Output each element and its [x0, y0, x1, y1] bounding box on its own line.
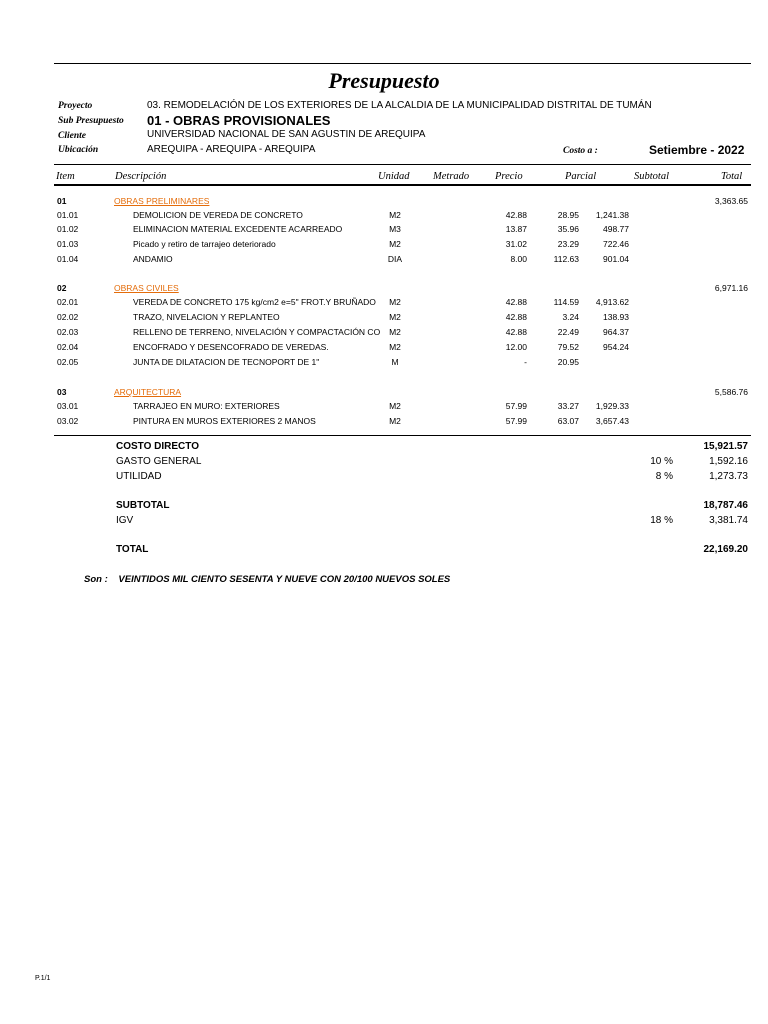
igv-row — [54, 515, 751, 529]
costo-directo-label: COSTO DIRECTO — [116, 441, 199, 452]
row-unit: M2 — [389, 401, 401, 411]
col-subtotal: Subtotal — [634, 171, 670, 182]
group-title: OBRAS CIVILES — [114, 283, 179, 293]
table-row — [54, 312, 751, 326]
subpresupuesto-value: 01 - OBRAS PROVISIONALES — [147, 113, 331, 128]
utilidad-value: 1,273.73 — [709, 471, 748, 482]
gasto-general-value: 1,592.16 — [709, 456, 748, 467]
row-description: ELIMINACION MATERIAL EXCEDENTE ACARREADO — [133, 224, 343, 234]
ubicacion-value: AREQUIPA - AREQUIPA - AREQUIPA — [147, 144, 316, 155]
col-unidad: Unidad — [378, 171, 410, 182]
row-unit: M3 — [389, 224, 401, 234]
col-precio: Precio — [495, 171, 523, 182]
row-metrado: 8.00 — [510, 254, 527, 264]
row-item: 03.01 — [57, 401, 79, 411]
costo-directo-row — [54, 441, 751, 455]
subtotal-label: SUBTOTAL — [116, 500, 170, 511]
header-top-rule — [54, 164, 751, 165]
row-parcial: 964.37 — [603, 327, 629, 337]
row-metrado: 31.02 — [505, 239, 527, 249]
costo-label: Costo a : — [563, 146, 598, 156]
row-unit: M2 — [389, 239, 401, 249]
row-unit: M2 — [389, 327, 401, 337]
row-metrado: 42.88 — [505, 297, 527, 307]
proyecto-label: Proyecto — [58, 101, 93, 111]
table-row — [54, 239, 751, 253]
row-item: 02.02 — [57, 312, 79, 322]
table-row — [54, 224, 751, 238]
row-description: PINTURA EN MUROS EXTERIORES 2 MANOS — [133, 416, 316, 426]
total-label: TOTAL — [116, 544, 149, 555]
subtotal-row — [54, 500, 751, 514]
totals-rule — [54, 435, 751, 436]
col-parcial: Parcial — [565, 171, 597, 182]
row-metrado: 42.88 — [505, 210, 527, 220]
col-descripcion: Descripción — [115, 171, 167, 182]
row-unit: M2 — [389, 210, 401, 220]
row-item: 03.02 — [57, 416, 79, 426]
row-unit: M2 — [389, 297, 401, 307]
row-parcial: 954.24 — [603, 342, 629, 352]
row-item: 02.01 — [57, 297, 79, 307]
row-description: ANDAMIO — [133, 254, 173, 264]
row-metrado: 42.88 — [505, 312, 527, 322]
row-item: 02.04 — [57, 342, 79, 352]
gasto-general-pct: 10 % — [650, 456, 673, 467]
total-value: 22,169.20 — [703, 544, 748, 555]
group-item: 02 — [57, 283, 67, 293]
row-precio: 28.95 — [557, 210, 579, 220]
table-row — [54, 401, 751, 415]
row-metrado: - — [524, 357, 527, 367]
son-text: VEINTIDOS MIL CIENTO SESENTA Y NUEVE CON 20/100 NUEVOS SOLES — [118, 574, 451, 585]
row-parcial: 3,657.43 — [595, 416, 629, 426]
header-bottom-rule — [54, 184, 751, 186]
col-metrado: Metrado — [433, 171, 470, 182]
igv-pct: 18 % — [650, 515, 673, 526]
group-total: 6,971.16 — [714, 283, 748, 293]
row-unit: M2 — [389, 342, 401, 352]
igv-value: 3,381.74 — [709, 515, 748, 526]
group-row — [54, 196, 751, 210]
row-precio: 3.24 — [562, 312, 579, 322]
group-row — [54, 387, 751, 401]
page-number: P.1/1 — [35, 975, 51, 982]
group-title: OBRAS PRELIMINARES — [114, 196, 210, 206]
col-item: Item — [56, 171, 75, 182]
group-total: 3,363.65 — [714, 196, 748, 206]
group-item: 03 — [57, 387, 67, 397]
cliente-label: Cliente — [58, 131, 86, 141]
row-description: ENCOFRADO Y DESENCOFRADO DE VEREDAS. — [133, 342, 329, 352]
row-metrado: 57.99 — [505, 401, 527, 411]
row-unit: DIA — [387, 254, 403, 264]
row-metrado: 13.87 — [505, 224, 527, 234]
row-item: 01.02 — [57, 224, 79, 234]
document-title: Presupuesto — [328, 68, 440, 93]
row-unit: M2 — [389, 312, 401, 322]
row-parcial: 1,929.33 — [595, 401, 629, 411]
row-parcial: 722.46 — [603, 239, 629, 249]
row-description: DEMOLICION DE VEREDA DE CONCRETO — [133, 210, 303, 220]
top-rule — [54, 63, 751, 64]
son-label: Son : — [84, 574, 108, 585]
group-total: 5,586.76 — [714, 387, 748, 397]
utilidad-label: UTILIDAD — [116, 471, 162, 482]
row-item: 01.01 — [57, 210, 79, 220]
table-row — [54, 416, 751, 430]
igv-label: IGV — [116, 515, 134, 526]
row-precio: 23.29 — [557, 239, 579, 249]
costo-directo-value: 15,921.57 — [703, 441, 748, 452]
row-item: 02.03 — [57, 327, 79, 337]
amount-in-words — [84, 574, 450, 585]
row-parcial: 901.04 — [603, 254, 629, 264]
gasto-general-row — [54, 456, 751, 470]
gasto-general-label: GASTO GENERAL — [116, 456, 202, 467]
row-unit: M2 — [389, 416, 401, 426]
row-precio: 114.59 — [553, 297, 579, 307]
subpresupuesto-label: Sub Presupuesto — [58, 116, 124, 126]
row-metrado: 42.88 — [505, 327, 527, 337]
row-item: 01.03 — [57, 239, 79, 249]
row-description: JUNTA DE DILATACION DE TECNOPORT DE 1" — [133, 357, 320, 367]
row-metrado: 12.00 — [505, 342, 527, 352]
utilidad-pct: 8 % — [655, 471, 673, 482]
group-row — [54, 283, 751, 297]
proyecto-value: 03. REMODELACIÓN DE LOS EXTERIORES DE LA ALCALDIA DE LA MUNICIPALIDAD DISTRITAL DE TUMÁN — [147, 100, 652, 111]
row-precio: 22.49 — [557, 327, 579, 337]
row-precio: 35.96 — [557, 224, 579, 234]
row-description: Picado y retiro de tarrajeo deteriorado — [133, 239, 276, 249]
row-precio: 63.07 — [557, 416, 579, 426]
row-precio: 79.52 — [557, 342, 579, 352]
col-total: Total — [721, 171, 743, 182]
row-item: 01.04 — [57, 254, 79, 264]
row-description: TARRAJEO EN MURO: EXTERIORES — [133, 401, 280, 411]
row-parcial: 4,913.62 — [595, 297, 629, 307]
row-precio: 112.63 — [553, 254, 579, 264]
table-row — [54, 357, 751, 371]
row-unit: M — [391, 357, 399, 367]
table-row — [54, 342, 751, 356]
row-precio: 33.27 — [557, 401, 579, 411]
row-precio: 20.95 — [557, 357, 579, 367]
cliente-value: UNIVERSIDAD NACIONAL DE SAN AGUSTIN DE AREQUIPA — [147, 129, 426, 140]
table-row — [54, 327, 751, 341]
costo-value: Setiembre - 2022 — [649, 143, 745, 157]
total-row — [54, 544, 751, 558]
row-description: TRAZO, NIVELACION Y REPLANTEO — [133, 312, 280, 322]
subtotal-value: 18,787.46 — [703, 500, 748, 511]
ubicacion-label: Ubicación — [58, 145, 99, 155]
utilidad-row — [54, 471, 751, 485]
row-description: RELLENO DE TERRENO, NIVELACIÓN Y COMPACTACIÓN CO — [133, 327, 381, 337]
row-parcial: 138.93 — [603, 312, 629, 322]
table-row — [54, 210, 751, 224]
row-item: 02.05 — [57, 357, 79, 367]
group-item: 01 — [57, 196, 67, 206]
table-row — [54, 297, 751, 311]
row-parcial: 1,241.38 — [595, 210, 629, 220]
table-row — [54, 254, 751, 268]
row-metrado: 57.99 — [505, 416, 527, 426]
group-title: ARQUITECTURA — [114, 387, 182, 397]
row-description: VEREDA DE CONCRETO 175 kg/cm2 e=5" FROT.Y BRUÑADO — [133, 297, 376, 307]
row-parcial: 498.77 — [603, 224, 629, 234]
